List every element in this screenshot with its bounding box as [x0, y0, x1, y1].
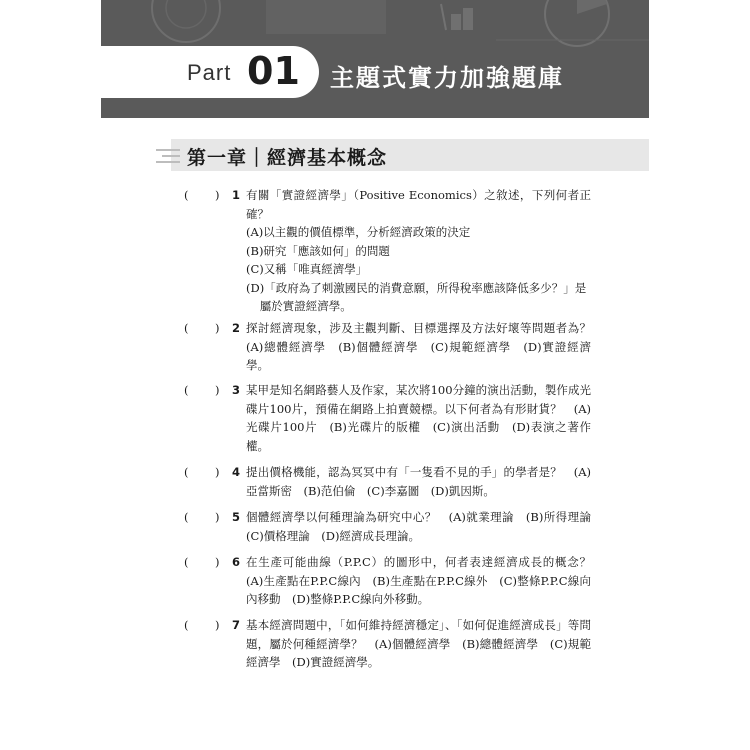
option-a: (A)以主觀的價值標準，分析經濟政策的決定 [246, 225, 471, 239]
option-c: (C)又稱「唯真經濟學」 [246, 262, 368, 276]
part-title: 主題式實力加強題庫 [330, 64, 564, 92]
answer-paren-left: ( [184, 510, 189, 524]
question-text: 在生產可能曲線（P.P.C）的圖形中，何者表達經濟成長的概念？ (A)生產點在P.P.C線內 (B)生產點在P.P.C線外 (C)整條P.P.C線向內移動 (D)整條P.P.C線向外移動。 [246, 555, 603, 606]
chapter-title: 第一章｜經濟基本概念 [187, 147, 388, 169]
answer-paren-right: ) [215, 618, 220, 632]
answer-paren-left: ( [184, 321, 189, 335]
question-number: 5 [232, 510, 241, 524]
answer-paren-right: ) [215, 510, 220, 524]
question-text: 個體經濟學以何種理論為研究中心？ (A)就業理論 (B)所得理論 (C)價格理論 (D)經濟成長理論。 [246, 510, 603, 543]
answer-paren-right: ) [215, 383, 220, 397]
answer-paren-left: ( [184, 618, 189, 632]
question-text: 提出價格機能，認為冥冥中有「一隻看不見的手」的學者是？ (A)亞當斯密 (B)范伯倫 (C)李嘉圖 (D)凱因斯。 [246, 465, 591, 498]
part-banner [101, 0, 649, 118]
answer-paren-right: ) [215, 555, 220, 569]
question-number: 3 [232, 383, 241, 397]
question-number: 7 [232, 618, 241, 632]
question-text: 探討經濟現象，涉及主觀判斷、目標選擇及方法好壞等問題者為？ (A)總體經濟學 (B)個體經濟學 (C)規範經濟學 (D)實證經濟學。 [246, 321, 603, 372]
answer-paren-right: ) [215, 465, 220, 479]
question-number: 1 [232, 188, 241, 202]
answer-paren-left: ( [184, 188, 189, 202]
chapter-lines-decoration [156, 147, 180, 165]
part-label: Part [187, 60, 232, 85]
answer-paren-right: ) [215, 321, 220, 335]
option-list [246, 223, 591, 316]
textbook-page [101, 0, 649, 750]
answer-paren-left: ( [184, 383, 189, 397]
option-d: (D)「政府為了刺激國民的消費意願，所得稅率應該降低多少？」是屬於實證經濟學。 [246, 280, 587, 313]
option-b: (B)研究「應該如何」的問題 [246, 243, 390, 258]
question-text: 某甲是知名網路藝人及作家，某次將100分鐘的演出活動，製作成光碟片100片，預備在網路上拍賣競標。以下何者為有形財貨？ (A)光碟片100片 (B)光碟片的版權 (C)演出活動 (D)表演之著作權。 [246, 383, 591, 453]
question-text: 基本經濟問題中，「如何維持經濟穩定」、「如何促進經濟成長」等問題，屬於何種經濟學？ (A)個體經濟學 (B)總體經濟學 (C)規範經濟學 (D)實證經濟學。 [246, 618, 591, 669]
question-stem: 有關「實證經濟學」（Positive Economics）之敘述，下列何者正確？ [246, 188, 591, 221]
answer-paren-left: ( [184, 465, 189, 479]
part-number: 01 [247, 49, 300, 93]
question-number: 6 [232, 555, 241, 569]
question-number: 4 [232, 465, 241, 479]
answer-paren-right: ) [215, 188, 220, 202]
answer-paren-left: ( [184, 555, 189, 569]
question-number: 2 [232, 321, 241, 335]
